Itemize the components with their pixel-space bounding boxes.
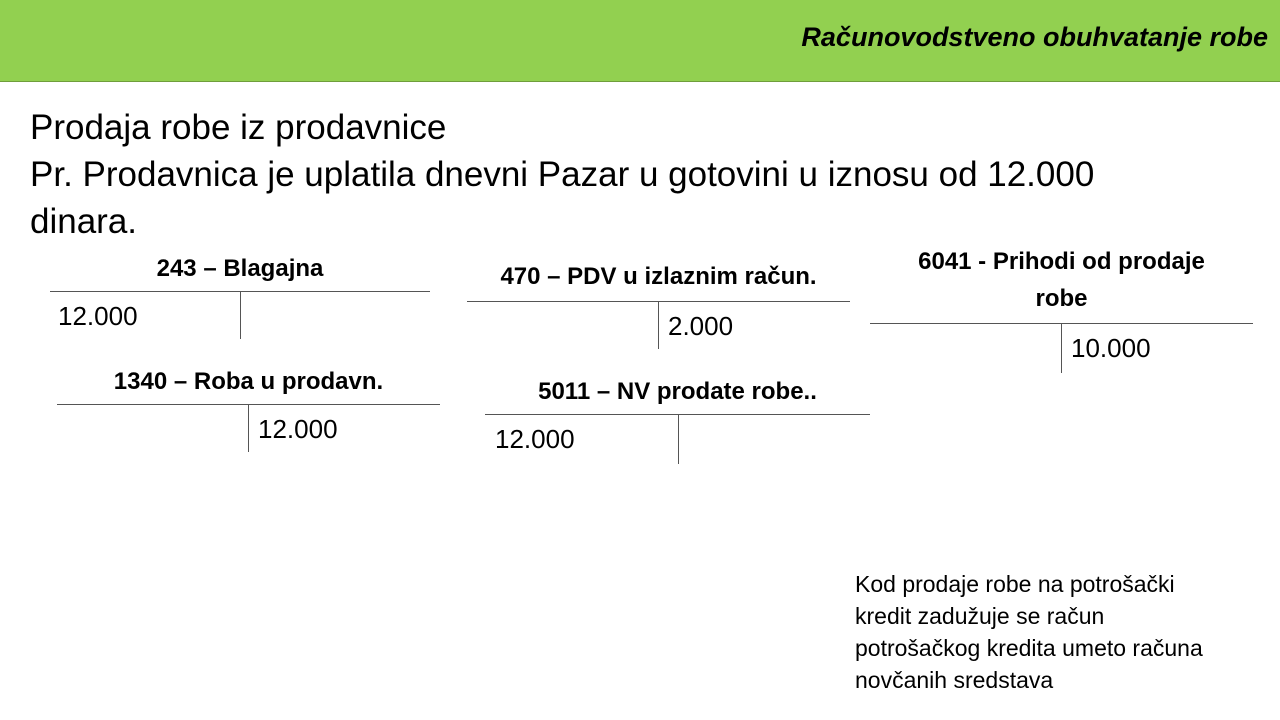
account-title-line-1: 6041 - Prihodi od prodaje — [918, 248, 1205, 275]
note-line-4: novčanih sredstava — [855, 667, 1054, 693]
account-title: 470 – PDV u izlaznim račun. — [500, 263, 817, 290]
account-title: 243 – Blagajna — [156, 255, 324, 282]
note-text — [855, 568, 1275, 696]
t-account-vertical-line — [1061, 323, 1062, 373]
account-title-line-2: robe — [1035, 285, 1088, 312]
t-account-vertical-line — [248, 404, 249, 452]
t-account-prihodi — [870, 247, 1253, 377]
intro-line-3: dinara. — [30, 202, 138, 241]
t-account-vertical-line — [678, 414, 679, 464]
intro-line-1: Prodaja robe iz prodavnice — [30, 108, 447, 147]
t-account-vertical-line — [658, 301, 659, 349]
debit-value: 12.000 — [58, 301, 138, 331]
note-line-2: kredit zadužuje se račun — [855, 603, 1105, 629]
intro-line-2: Pr. Prodavnica je uplatila dnevni Pazar u gotovini u iznosu od 12.000 — [30, 155, 1095, 194]
credit-value: 2.000 — [668, 311, 734, 341]
t-account-pdv — [467, 262, 850, 352]
t-account-roba — [57, 367, 440, 457]
account-title: 5011 – NV prodate robe.. — [538, 378, 817, 405]
credit-value: 10.000 — [1071, 333, 1151, 363]
slide-title: Računovodstveno obuhvatanje robe — [801, 22, 1268, 52]
debit-value: 12.000 — [495, 424, 575, 454]
intro-text — [30, 104, 1260, 245]
t-account-vertical-line — [240, 291, 241, 339]
t-account-blagajna — [50, 254, 430, 344]
t-account-nv — [485, 377, 870, 467]
header-banner — [0, 0, 1280, 82]
credit-value: 12.000 — [258, 414, 338, 444]
account-title: 1340 – Roba u prodavn. — [113, 368, 384, 395]
note-line-3: potrošačkog kredita umeto računa — [855, 635, 1203, 661]
note-line-1: Kod prodaje robe na potrošački — [855, 571, 1175, 597]
